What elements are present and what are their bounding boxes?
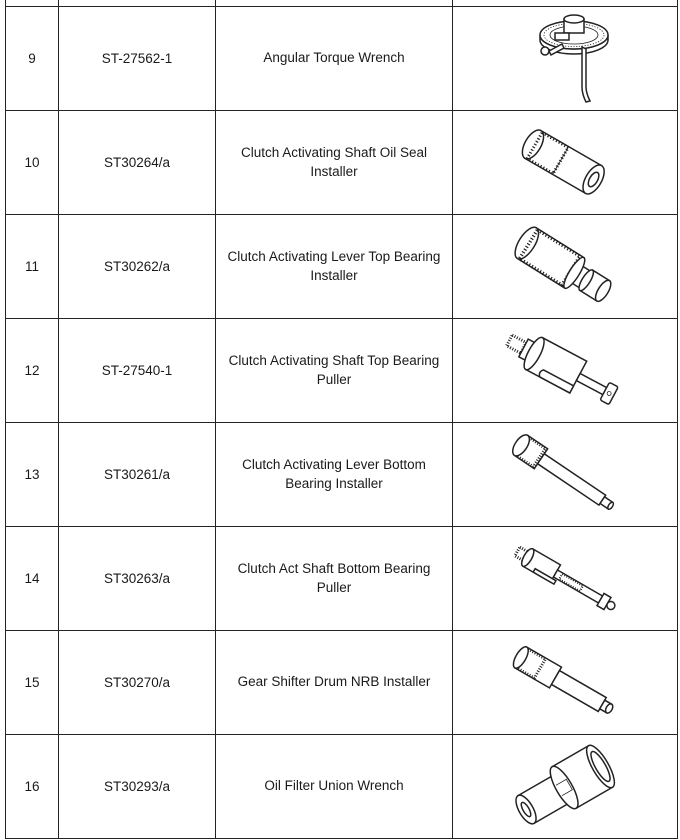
tool-image-cell (453, 215, 678, 319)
top-bearing-puller-icon (500, 322, 630, 420)
top-bearing-installer-icon (500, 219, 630, 315)
part-number: ST30264/a (59, 111, 216, 215)
tool-image-cell (453, 631, 678, 735)
item-number: 11 (6, 215, 59, 319)
description-text: Oil Filter Union Wrench (264, 778, 404, 794)
table-row (6, 527, 678, 631)
part-number: ST30261/a (59, 423, 216, 527)
description-text: Gear Shifter Drum NRB Installer (237, 674, 431, 690)
table-row (6, 423, 678, 527)
tool-description (216, 631, 453, 735)
tool-description (216, 423, 453, 527)
table-row (6, 319, 678, 423)
part-number: ST30263/a (59, 527, 216, 631)
description-text: Angular Torque Wrench (263, 50, 405, 66)
part-number: ST30262/a (59, 215, 216, 319)
tool-image-cell (453, 319, 678, 423)
description-text: Clutch Activating Lever Bottom Bearing Installer (242, 457, 426, 491)
item-number: 12 (6, 319, 59, 423)
nrb-installer-icon (500, 635, 630, 731)
tool-image-cell (453, 7, 678, 111)
tool-description (216, 527, 453, 631)
part-number: ST-27540-1 (59, 319, 216, 423)
tool-image-cell (453, 527, 678, 631)
part-number: ST30270/a (59, 631, 216, 735)
part-number: ST30293/a (59, 735, 216, 839)
angular-torque-wrench-icon (500, 11, 630, 107)
tool-description (216, 735, 453, 839)
part-number: ST-27562-1 (59, 7, 216, 111)
item-number: 9 (6, 7, 59, 111)
tool-image-cell (453, 111, 678, 215)
oil-filter-union-wrench-icon (500, 737, 630, 837)
tool-description (216, 215, 453, 319)
tool-description (216, 319, 453, 423)
oil-seal-installer-icon (500, 115, 630, 211)
table-row (6, 7, 678, 111)
description-text: Clutch Activating Shaft Oil Seal Installer (240, 145, 428, 179)
description-text: Clutch Act Shaft Bottom Bearing Puller (237, 561, 431, 595)
item-number: 16 (6, 735, 59, 839)
table-row (6, 111, 678, 215)
tool-image-cell (453, 423, 678, 527)
table-row (6, 631, 678, 735)
tool-description (216, 111, 453, 215)
item-number: 14 (6, 527, 59, 631)
description-text: Clutch Activating Shaft Top Bearing Puller (228, 353, 440, 387)
table-row (6, 735, 678, 839)
table-row (6, 215, 678, 319)
item-number: 15 (6, 631, 59, 735)
item-number: 10 (6, 111, 59, 215)
tool-image-cell (453, 735, 678, 839)
description-text: Clutch Activating Lever Top Bearing Installer (227, 249, 441, 283)
item-number: 13 (6, 423, 59, 527)
tool-description (216, 7, 453, 111)
bottom-bearing-installer-icon (500, 427, 630, 523)
special-tools-table (5, 0, 678, 839)
bottom-bearing-puller-icon (500, 531, 630, 627)
